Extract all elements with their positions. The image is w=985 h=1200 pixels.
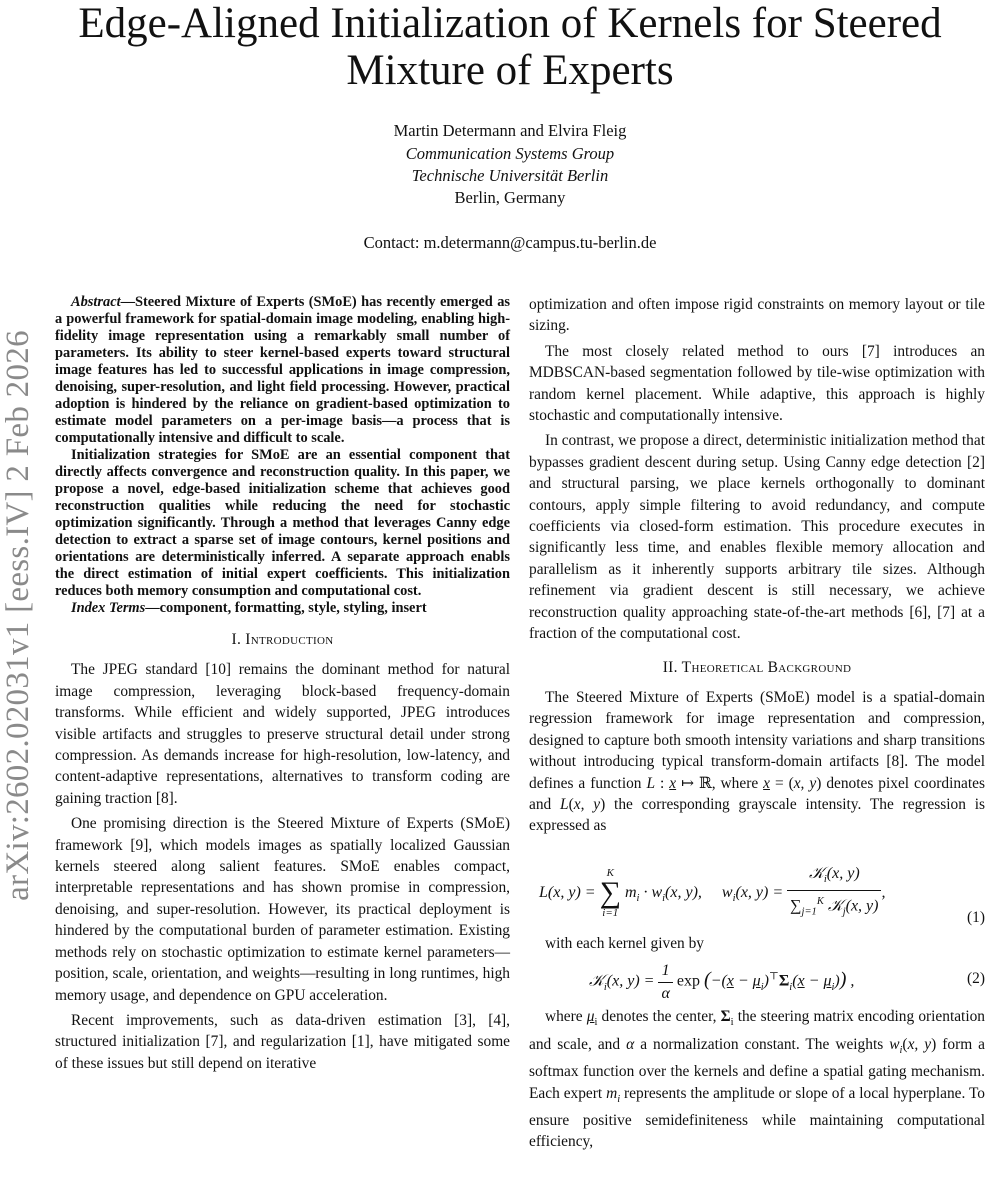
intro-paragraph-5: In contrast, we propose a direct, deterministic initialization method that bypasses gradient descent during setup. Using Canny edge detection [2] and structural parsing, we place kernels orthogonally to dominant contours, apply simple filtering to avoid redundancy, and compute coefficients via closed-form estimation. This procedure executes in significantly less time, and enables flexible memory allocation and parallelism as it inherently supports arbitrary tile sizes. Although refinement via gradient descent is still necessary, we achieve reconstruction quality approaching state-of-the-art methods [6], [7] at a fraction of the computational cost. <box>529 432 985 643</box>
affiliation-group: Communication Systems Group <box>405 144 615 163</box>
title-line-2: Mixture of Experts <box>346 47 674 94</box>
intro-paragraph-4: The most closely related method to ours [7] introduces an MDBSCAN-based segmentation followed by tile-wise optimization with random kernel placement. While adaptive, this approach is highly stochastic and computationally intensive. <box>529 342 985 425</box>
equation-2-body: 𝒦$_i$(x, y) = $\frac{1}{\alpha}$ $\exp (-(x - \mu_i)^⊤\Sigma_i(x - \mu_i))$ , <box>589 960 854 1004</box>
background-paragraph-2: with each kernel given by <box>545 934 704 952</box>
contact-email: Contact: m.determann@campus.tu-berlin.de <box>363 233 657 252</box>
left-column <box>55 294 510 1074</box>
section-heading-background: II. Theoretical Background <box>662 658 852 676</box>
abstract <box>55 294 510 617</box>
right-column <box>529 294 985 1153</box>
abstract-paragraph-2: Initialization strategies for SMoE are an essential component that directly affects convergence and reconstruction quality. In this paper, we propose a novel, edge-based initialization scheme that achieves good reconstruction qualities while reducing the need for stochastic optimization significantly. Through a method that leverages Canny edge detection to extract a sparse set of image contours, kernel positions and orientations are deterministically inferred. A separate approach enabls the direct estimation of initial expert coefficients. This initialization reduces both memory consumption and computational cost. <box>55 447 510 599</box>
index-terms: Index Terms—component, formatting, style, styling, insert <box>71 600 427 616</box>
paper-title <box>40 0 980 94</box>
abstract-label: Abstract <box>71 294 121 310</box>
intro-paragraph-3: Recent improvements, such as data-driven estimation [3], [4], structured initialization [7], and regularization [1], have mitigated some of these issues but still depend on iterative <box>55 1011 510 1072</box>
equation-1 <box>529 837 985 933</box>
background-paragraph-3: where $\mu_i$ denotes the center, $\Sigma_i$ the steering matrix encoding orientation and scale, and α a normalization constant. The weights $w_i(x$, y) form a softmax function over the kernels and define a spatial gating mechanism. Each expert $m_i$ represents the amplitude or slope of a local hyperplane. To ensure positive semidefiniteness while maintaining computational efficiency, <box>529 1008 985 1151</box>
intro-paragraph-2: One promising direction is the Steered Mixture of Experts (SMoE) framework [9], which models images as spatially localized Gaussian kernels steered along salient features. SMoE enables compact, interpretable representations and has shown promise in compression, denoising, and super-resolution. However, its practical deployment is hindered by the computational burden of parameter estimation. Existing methods rely on stochastic optimization to estimate kernel parameters—position, scale, orientation, and weights—resulting in long runtimes, high memory usage, and dependence on GPU acceleration. <box>55 815 510 1004</box>
arxiv-identifier: arXiv:2602.02031v1 [eess.IV] 2 Feb 2026 <box>0 329 36 901</box>
equation-2-number: (2) <box>967 970 985 988</box>
abstract-paragraph-1: Abstract—Steered Mixture of Experts (SMoE) has recently emerged as a powerful framework for spatial-domain image modeling, enabling high-fidelity image representation using a remarkably small number of parameters. Its ability to steer kernel-based experts toward structural image features has led to successful applications in image compression, denoising, super-resolution, and light field processing. However, practical adoption is hindered by the reliance on gradient-based optimization to estimate model parameters on a per-image basis—a process that is computationally intensive and difficult to scale. <box>55 294 510 446</box>
intro-paragraph-3-cont: optimization and often impose rigid constraints on memory layout or tile sizing. <box>529 296 985 335</box>
intro-paragraph-1: The JPEG standard [10] remains the dominant method for natural image compression, leveraging block-based frequency-domain transforms. While efficient and widely supported, JPEG introduces visible artifacts and struggles to preserve structural detail under strong compression. As demands increase for high-resolution, low-latency, and content-adaptive representations, alternatives to transform coding are gaining traction [8]. <box>55 661 510 807</box>
author-names: Martin Determann and Elvira Fleig <box>393 121 627 140</box>
affiliation-university: Technische Universität Berlin <box>411 166 609 185</box>
equation-2 <box>529 954 985 1006</box>
affiliation-location: Berlin, Germany <box>454 188 566 207</box>
equation-1-number: (1) <box>967 908 985 926</box>
arxiv-stamp <box>0 295 38 935</box>
title-line-1: Edge-Aligned Initialization of Kernels for Steered <box>78 0 942 47</box>
equation-1-body: L(x, y) = K ∑ i=1 $m_i \cdot w_i(x$, y), $w_i(x$, y) = $\frac{𝒦_i(x, y)}{\sum_{j=1}^K 𝒦_j(x, y)}$ , <box>539 863 885 924</box>
index-terms-label: Index Terms <box>71 600 146 616</box>
section-heading-introduction: I. Introduction <box>231 631 334 648</box>
background-paragraph-1: The Steered Mixture of Experts (SMoE) model is a spatial-domain regression framework for image representation and compression, designed to capture both smooth intensity variations and sharp transitions without introducing typical transform-domain artifacts [8]. The model defines a function L : x ↦ ℝ, where x = (x, y) denotes pixel coordinates and L(x, y) the corresponding grayscale intensity. The regression is expressed as <box>529 688 985 835</box>
